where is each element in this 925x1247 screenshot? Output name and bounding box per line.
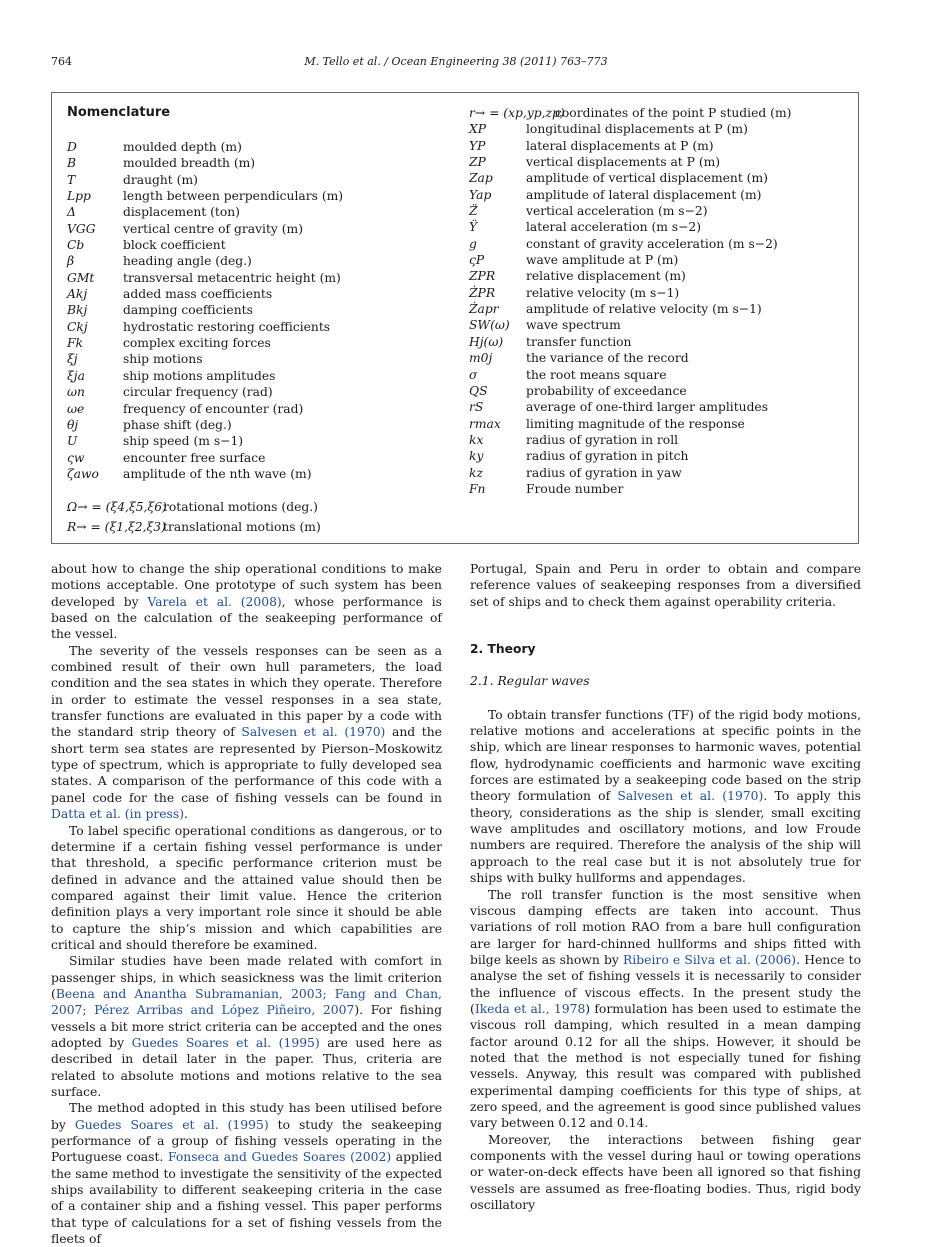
nomenclature-definition: vertical displacements at P (m) — [526, 155, 721, 170]
nomenclature-symbol: ωe — [67, 401, 85, 416]
nomenclature-symbol: rS — [469, 400, 484, 415]
nomenclature-symbol: Fn — [469, 481, 486, 496]
nomenclature-definition: transfer function — [526, 334, 632, 349]
nomenclature-symbol: GMt — [67, 270, 95, 285]
nomenclature-definition: amplitude of relative velocity (m s−1) — [526, 302, 762, 317]
nomenclature-symbol: Ÿ — [469, 220, 478, 235]
nomenclature-symbol: Akj — [67, 287, 88, 302]
nomenclature-symbol: Bkj — [67, 303, 88, 318]
nomenclature-symbol: SW(ω) — [469, 318, 510, 333]
nomenclature-symbol: m0j — [469, 351, 493, 366]
nomenclature-symbol: R→ = (ξ1,ξ2,ξ3) — [67, 520, 166, 534]
citation-link[interactable]: Fonseca and Guedes Soares (2002) — [167, 1150, 392, 1165]
nomenclature-definition: ship motions amplitudes — [123, 368, 276, 383]
page-number: 764 — [51, 55, 72, 68]
nomenclature-definition: draught (m) — [123, 172, 198, 187]
running-title: M. Tello et al. / Ocean Engineering 38 (2011) 763–773 — [304, 55, 608, 68]
nomenclature-symbol: D — [67, 140, 77, 154]
nomenclature-symbol: θj — [67, 417, 79, 432]
paragraph: To label specific operational conditions as dangerous, or to determine if a certain fishing vessel performance is under that threshold, a specific performance criterion must be defined in advance and the attained value should then be compared against their limit value. Hence the criterion definition plays a very important role since it should be able to capture the ship’s mission and which capabilities are critical and should therefore be examined. — [51, 823, 442, 952]
nomenclature-symbol: Lpp — [67, 189, 91, 204]
nomenclature-symbol: Ckj — [67, 319, 88, 334]
nomenclature-symbol: ky — [469, 449, 484, 464]
citation-link[interactable]: Ribeiro e Silva et al. (2006) — [623, 952, 797, 967]
nomenclature-definition: length between perpendiculars (m) — [123, 189, 344, 204]
nomenclature-symbol: ŻPR — [469, 285, 496, 300]
nomenclature-definition: ship motions — [123, 352, 203, 367]
paragraph: Portugal, Spain and Peru in order to obtain and compare reference values of seakeeping responses from a diversified set of ships and to check them against operability criteria. — [470, 562, 861, 609]
nomenclature-symbol: Δ — [67, 205, 76, 220]
nomenclature-definition: rotational motions (deg.) — [163, 500, 318, 514]
nomenclature-symbol: Hj(ω) — [469, 334, 504, 349]
body-left-column — [51, 561, 442, 1247]
paragraph: The method adopted in this study has been utilised before by Guedes Soares et al. (1995) to study the seakeeping performance of a group of fishing vessels operating in the Portuguese coast. Fonseca and Guedes Soares (2002) applied the same method to investigate the sensitivity of the expected ships availability to different seakeeping criteria in the case of a container ship and a fishing vessel. This paper performs that type of calculations for a set of fishing vessels from the fleets of — [51, 1101, 442, 1247]
nomenclature-symbol: B — [67, 156, 77, 171]
nomenclature-symbol: ZP — [469, 155, 486, 170]
nomenclature-definition: radius of gyration in yaw — [526, 465, 682, 480]
nomenclature-definition: radius of gyration in pitch — [526, 449, 689, 464]
nomenclature-definition: lateral acceleration (m s−2) — [526, 220, 702, 235]
nomenclature-symbol: ξj — [67, 352, 78, 367]
nomenclature-definition: wave spectrum — [526, 318, 621, 333]
nomenclature-symbol: ςw — [67, 450, 85, 465]
nomenclature-symbol: g — [469, 236, 477, 251]
nomenclature-symbol: ξja — [67, 368, 85, 383]
citation-link[interactable]: Varela et al. (2008) — [147, 594, 282, 609]
nomenclature-symbol: Żapr — [469, 302, 499, 317]
nomenclature-definition: ship speed (m s−1) — [123, 434, 244, 449]
nomenclature-definition: Froude number — [526, 481, 624, 496]
nomenclature-definition: radius of gyration in roll — [526, 432, 679, 447]
subsection-heading: 2.1. Regular waves — [470, 674, 590, 689]
nomenclature-definition: limiting magnitude of the response — [526, 416, 745, 431]
paragraph: about how to change the ship operational conditions to make motions acceptable. One prototype of such system has been developed by Varela et al. (2008), whose performance is based on the calculation of the seakeeping performance of the vessel. — [51, 562, 442, 642]
nomenclature-symbol: QS — [469, 383, 488, 398]
nomenclature-definition: added mass coefficients — [123, 287, 273, 302]
paragraph: The roll transfer function is the most sensitive when viscous damping effects are taken into account. Thus variations of roll motion RAO from a bare hull configuration are larger for hard-chinned hullforms and ships fitted with bilge keels as shown by Ribeiro e Silva et al. (2006). Hence to analyse the set of fishing vessels it is necessarily to consider the influence of viscous effects. In the present study the (Ikeda et al., 1978) formulation has been used to estimate the viscous roll damping, which resulted in a mean damping factor around 0.12 for all the ships. However, it should be noted that the method is not especially tuned for fishing vessels. Anyway, this result was compared with published experimental damping coefficients for this type of ships, at zero speed, and the agreement is good since published values vary between 0.12 and 0.14. — [470, 887, 861, 1131]
paragraph: Moreover, the interactions between fishing gear components with the vessel during haul or towing operations or water-on-deck effects have been all ignored so that fishing vessels are assumed as free-floating bodies. Thus, rigid body oscillatory — [470, 1132, 861, 1213]
paragraph: The severity of the vessels responses can be seen as a combined result of their own hull parameters, the load condition and the sea states in which they operate. Therefore in order to estimate the vessel responses in a sea state, transfer functions are evaluated in this paper by a code with the standard strip theory of Salvesen et al. (1970) and the short term sea states are represented by Pierson–Moskowitz type of spectrum, which is appropriate to fully developed sea states. A comparison of the performance of this code with a panel code for the case of fishing vessels can be found in Datta et al. (in press). — [51, 643, 442, 822]
citation-link[interactable]: Salvesen et al. (1970) — [617, 789, 764, 804]
nomenclature-definition: amplitude of lateral displacement (m) — [526, 187, 762, 202]
nomenclature-box — [51, 92, 859, 544]
nomenclature-definition: heading angle (deg.) — [123, 254, 252, 269]
nomenclature-symbol: Z̈ — [469, 204, 478, 219]
nomenclature-definition: the root means square — [526, 367, 667, 382]
nomenclature-symbol: XP — [469, 122, 487, 137]
nomenclature-definition: amplitude of the nth wave (m) — [123, 466, 312, 481]
nomenclature-definition: longitudinal displacements at P (m) — [526, 122, 748, 137]
nomenclature-definition: wave amplitude at P (m) — [526, 253, 679, 268]
nomenclature-definition: hydrostatic restoring coefficients — [123, 319, 331, 334]
nomenclature-definition: damping coefficients — [123, 303, 253, 318]
nomenclature-definition: coordinates of the point P studied (m) — [555, 106, 792, 120]
nomenclature-definition: encounter free surface — [123, 450, 266, 465]
nomenclature-symbol: Zap — [469, 171, 493, 186]
nomenclature-symbol: ωn — [67, 385, 85, 400]
nomenclature-definition: amplitude of vertical displacement (m) — [526, 171, 768, 186]
nomenclature-symbol: kz — [469, 465, 483, 480]
nomenclature-symbol: β — [67, 254, 75, 269]
citation-link[interactable]: Ikeda et al., 1978 — [474, 1001, 586, 1016]
nomenclature-definition: constant of gravity acceleration (m s−2) — [526, 236, 778, 251]
citation-link[interactable]: Beena and Anantha Subramanian, 2003; Fang and Chan, 2007; Pérez Arribas and López Piñeiro, 2007 — [51, 986, 442, 1018]
nomenclature-definition: translational motions (m) — [163, 520, 321, 534]
nomenclature-definition: vertical acceleration (m s−2) — [526, 204, 708, 219]
section-heading: 2. Theory — [470, 642, 536, 657]
nomenclature-symbol: r→ = (xp,yp,zp) — [469, 106, 565, 120]
nomenclature-definition: relative velocity (m s−1) — [526, 285, 680, 300]
nomenclature-definition: frequency of encounter (rad) — [123, 401, 304, 416]
nomenclature-symbol: ZPR — [469, 269, 496, 284]
citation-link[interactable]: Guedes Soares et al. (1995) — [131, 1035, 320, 1050]
nomenclature-symbol: U — [67, 434, 78, 449]
nomenclature-definition: the variance of the record — [526, 351, 689, 366]
nomenclature-symbol: σ — [469, 367, 478, 382]
nomenclature-definition: probability of exceedance — [526, 383, 687, 398]
citation-link[interactable]: Datta et al. (in press) — [51, 807, 185, 822]
nomenclature-definition: relative displacement (m) — [526, 269, 686, 284]
nomenclature-definition: average of one-third larger amplitudes — [526, 400, 769, 415]
nomenclature-symbol: Yap — [469, 187, 492, 202]
paragraph: To obtain transfer functions (TF) of the rigid body motions, relative motions and accelerations at specific points in the ship, which are linear responses to harmonic waves, potential flow, hydrodynamic coefficients and harmonic wave exciting forces are estimated by a seakeeping code based on the strip theory formulation of Salvesen et al. (1970). To apply this theory, considerations as the ship is slender, small exciting wave amplitudes and oscillatory motions, and low Froude numbers are required. Therefore the analysis of the ship will approach to the real case but it is not absolutely true for ships with bulky hullforms and appendages. — [470, 707, 861, 886]
nomenclature-symbol: ζawo — [67, 466, 99, 481]
nomenclature-symbol: kx — [469, 432, 484, 447]
nomenclature-symbol: rmax — [469, 416, 501, 431]
nomenclature-symbol: Ω→ = (ξ4,ξ5,ξ6) — [67, 500, 167, 514]
nomenclature-definition: moulded breadth (m) — [123, 156, 256, 171]
nomenclature-definition: block coefficient — [123, 238, 226, 253]
nomenclature-title: Nomenclature — [67, 105, 171, 120]
nomenclature-symbol: YP — [469, 138, 486, 153]
nomenclature-definition: circular frequency (rad) — [123, 385, 273, 400]
nomenclature-symbol: VGG — [67, 221, 96, 236]
nomenclature-definition: complex exciting forces — [123, 336, 271, 351]
nomenclature-definition: transversal metacentric height (m) — [123, 270, 341, 285]
body-right-column — [470, 561, 861, 1213]
paragraph: Similar studies have been made related with comfort in passenger ships, in which seasickness was the limit criterion (Beena and Anantha Subramanian, 2003; Fang and Chan, 2007; Pérez Arribas and López Piñeiro, 2007). For fishing vessels a bit more strict criteria can be accepted and the ones adopted by Guedes Soares et al. (1995) are used here as described in detail later in the paper. Thus, criteria are related to absolute motions and motions relative to the sea surface. — [51, 954, 443, 1099]
running-header — [51, 55, 861, 71]
nomenclature-symbol: Fk — [67, 336, 83, 351]
nomenclature-symbol: Cb — [67, 238, 85, 253]
nomenclature-symbol: ςP — [469, 253, 485, 268]
citation-link[interactable]: Salvesen et al. (1970) — [241, 725, 386, 740]
nomenclature-definition: moulded depth (m) — [123, 140, 242, 154]
nomenclature-definition: phase shift (deg.) — [123, 417, 232, 432]
nomenclature-definition: vertical centre of gravity (m) — [123, 221, 304, 236]
citation-link[interactable]: Guedes Soares et al. (1995) — [74, 1117, 269, 1132]
nomenclature-symbol: T — [67, 172, 76, 187]
nomenclature-definition: displacement (ton) — [123, 205, 240, 220]
nomenclature-definition: lateral displacements at P (m) — [526, 138, 714, 153]
